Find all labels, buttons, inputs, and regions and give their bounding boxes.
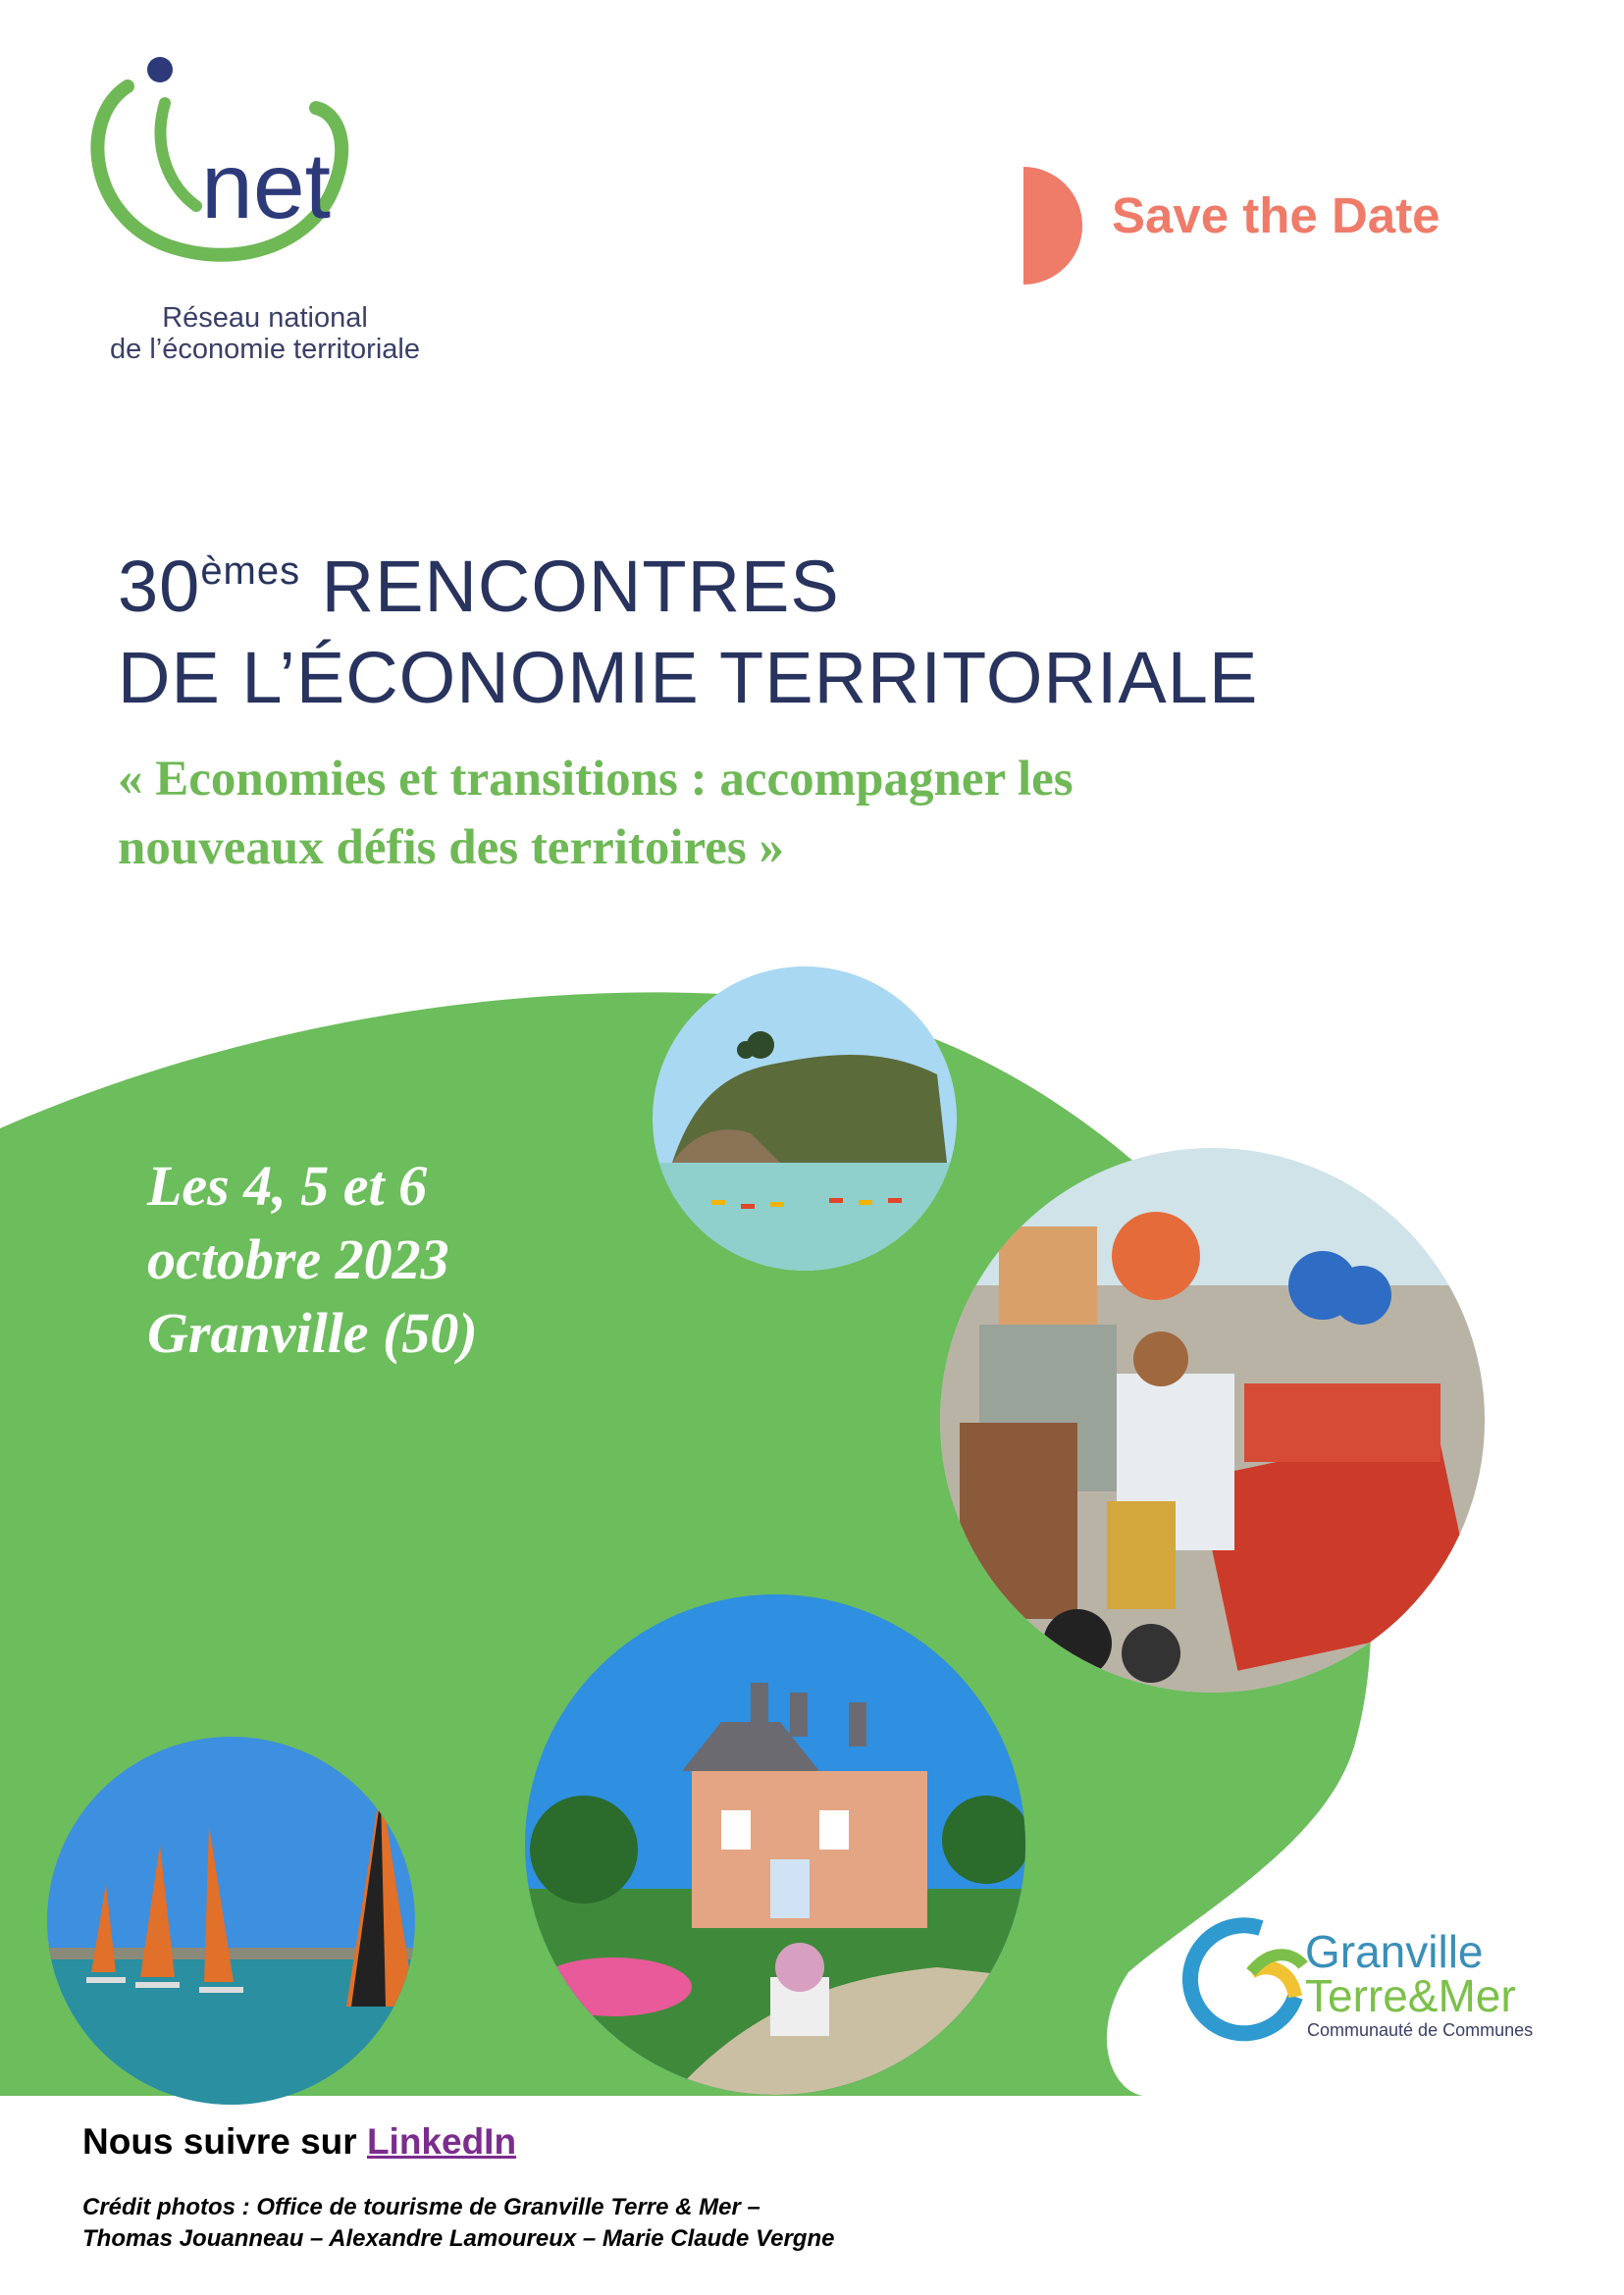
granville-terre-mer-logo bbox=[1178, 1908, 1590, 2046]
follow-us-text bbox=[82, 2121, 516, 2163]
save-the-date-label: Save the Date bbox=[1112, 187, 1441, 243]
linkedin-link[interactable]: LinkedIn bbox=[366, 2121, 517, 2162]
follow-label: Nous suivre sur bbox=[82, 2121, 367, 2162]
photo-credit-line1: Crédit photos : Office de tourisme de Granville Terre & Mer – bbox=[82, 2194, 760, 2220]
logo-subtitle-line2: de l’économie territoriale bbox=[110, 334, 420, 365]
granville-swirl-icon bbox=[1190, 1925, 1303, 2033]
partner-name-line2: Terre&Mer bbox=[1305, 1970, 1516, 2021]
title-ordinal: 30 bbox=[118, 546, 201, 627]
logo-wordmark: net bbox=[201, 134, 332, 238]
event-title-line2: DE L’ÉCONOMIE TERRITORIALE bbox=[118, 637, 1259, 718]
event-date-line1: Les 4, 5 et 6 bbox=[147, 1154, 428, 1218]
photo-fisherman-boat bbox=[940, 1148, 1485, 1693]
event-subtitle-line2: nouveaux défis des territoires » bbox=[118, 820, 784, 875]
title-line1-rest: RENCONTRES bbox=[300, 546, 840, 627]
logo-subtitle-line1: Réseau national bbox=[162, 302, 368, 334]
event-location: Granville (50) bbox=[147, 1301, 478, 1365]
photo-sailboats bbox=[47, 1737, 415, 2105]
half-circle-icon bbox=[1023, 167, 1082, 285]
photo-credit-line2: Thomas Jouanneau – Alexandre Lamoureux – Marie Claude Vergne bbox=[82, 2225, 835, 2252]
partner-name-line1: Granville bbox=[1305, 1926, 1484, 1977]
event-title-line1 bbox=[118, 545, 840, 628]
title-ordinal-suffix: èmes bbox=[200, 549, 301, 593]
partner-tagline: Communauté de Communes bbox=[1307, 2020, 1534, 2040]
photo-island-kayaks bbox=[653, 966, 957, 1271]
event-date-line2: octobre 2023 bbox=[147, 1227, 449, 1291]
event-subtitle-line1: « Economies et transitions : accompagner les bbox=[118, 752, 1074, 807]
photo-villa-garden bbox=[525, 1594, 1025, 2095]
